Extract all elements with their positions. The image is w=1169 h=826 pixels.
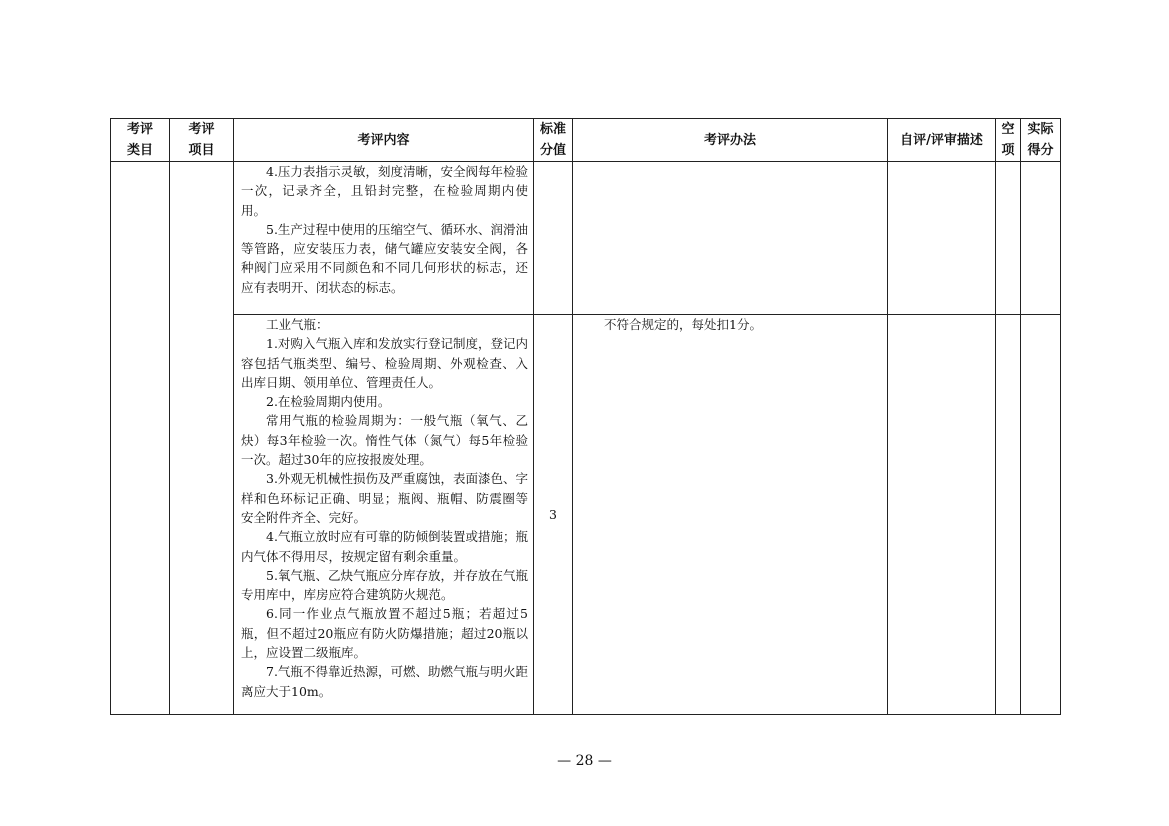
- content-paragraph: 5.氧气瓶、乙炔气瓶应分库存放，并存放在气瓶专用库中，库房应符合建筑防火规范。: [241, 567, 528, 603]
- actual-score-cell: [1021, 162, 1061, 315]
- content-paragraph: 1.对购入气瓶入库和发放实行登记制度，登记内容包括气瓶类型、编号、检验周期、外观检查、入出库日期、领用单位、管理责任人。: [241, 336, 528, 390]
- content-paragraph: 3.外观无机械性损伤及严重腐蚀，表面漆色、字样和色环标记正确、明显；瓶阀、瓶帽、防震圈等安全附件齐全、完好。: [241, 471, 528, 525]
- empty-cell: [996, 162, 1021, 315]
- header-empty: 空项: [996, 119, 1021, 162]
- content-paragraph: 2.在检验周期内使用。: [266, 394, 391, 410]
- score-cell: 3: [534, 315, 573, 715]
- content-cell: [234, 315, 534, 715]
- content-paragraph: 7.气瓶不得靠近热源，可燃、助燃气瓶与明火距离应大于10m。: [241, 664, 528, 699]
- content-paragraph: 4.压力表指示灵敏，刻度清晰，安全阀每年检验一次，记录齐全，且铅封完整，在检验周期内使用。: [241, 164, 528, 218]
- method-cell: [573, 162, 888, 315]
- header-row: [111, 119, 1061, 162]
- category-cell: [111, 162, 170, 715]
- content-paragraph: 4.气瓶立放时应有可靠的防倾倒装置或措施；瓶内气体不得用尽，按规定留有剩余重量。: [241, 529, 528, 564]
- header-item: 考评项目: [170, 119, 234, 162]
- header-score: 标准分值: [534, 119, 573, 162]
- actual-score-cell: [1021, 315, 1061, 715]
- content-paragraph: 6.同一作业点气瓶放置不超过5瓶；若超过5瓶，但不超过20瓶应有防火防爆措施；超过20瓶以上，应设置二级瓶库。: [241, 606, 528, 661]
- page-number: — 28 —: [557, 753, 612, 769]
- content-paragraph: 工业气瓶：: [266, 317, 329, 332]
- method-text: 不符合规定的，每处扣1分。: [604, 317, 762, 332]
- table-row: [111, 162, 1061, 315]
- empty-cell: [996, 315, 1021, 715]
- header-content: 考评内容: [234, 119, 534, 162]
- content-paragraph: 5.生产过程中使用的压缩空气、循环水、润滑油等管路，应安装压力表，储气罐应安装安全阀，各种阀门应采用不同颜色和不同几何形状的标志，还应有表明开、闭状态的标志。: [241, 221, 528, 295]
- item-cell: [170, 162, 234, 715]
- header-category: 考评类目: [111, 119, 170, 162]
- table-row: [111, 315, 1061, 715]
- header-self-review: 自评/评审描述: [888, 119, 996, 162]
- content-paragraph: 常用气瓶的检验周期为：一般气瓶（氧气、乙炔）每3年检验一次。惰性气体（氮气）每5年检验一次。超过30年的应按报废处理。: [241, 413, 528, 468]
- evaluation-table: [110, 118, 1061, 715]
- method-cell: [573, 315, 888, 715]
- self-review-cell: [888, 315, 996, 715]
- content-cell: [234, 162, 534, 315]
- header-actual: 实际得分: [1021, 119, 1061, 162]
- score-cell: [534, 162, 573, 315]
- self-review-cell: [888, 162, 996, 315]
- header-method: 考评办法: [573, 119, 888, 162]
